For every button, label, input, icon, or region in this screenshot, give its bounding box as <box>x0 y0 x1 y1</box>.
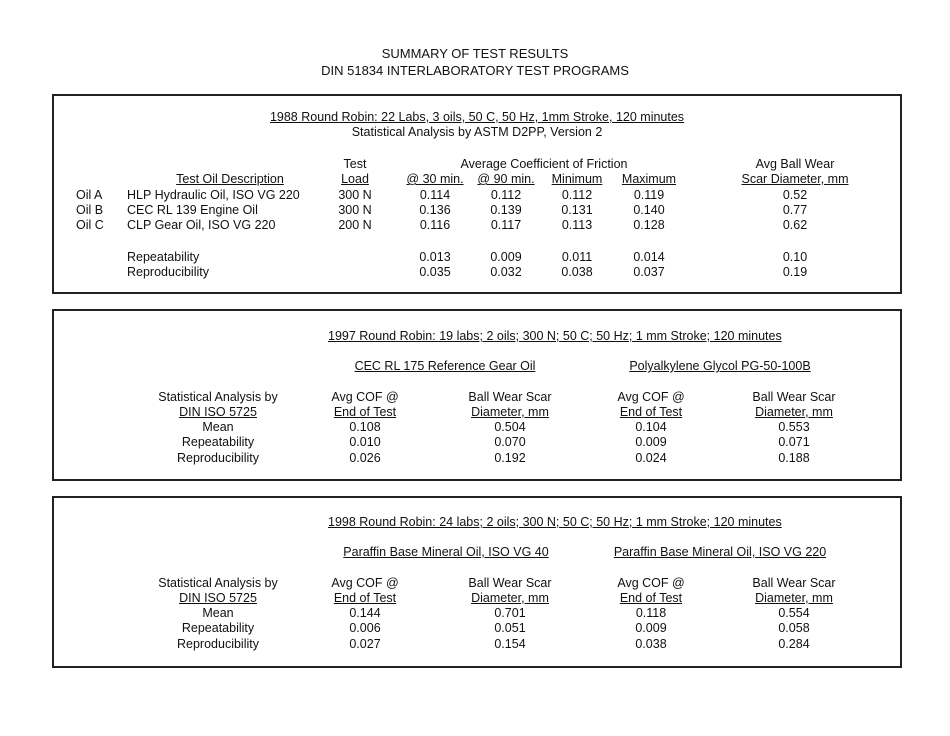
page-subtitle: DIN 51834 INTERLABORATORY TEST PROGRAMS <box>321 63 629 78</box>
load: 200 N <box>338 218 372 232</box>
oil-desc: CEC RL 139 Engine Oil <box>127 203 258 217</box>
scar: 0.62 <box>782 218 808 232</box>
col-minimum: Minimum <box>551 172 603 186</box>
cof-30: 0.136 <box>419 203 451 217</box>
page-title: SUMMARY OF TEST RESULTS <box>381 46 569 61</box>
stat-label: Repeatability <box>181 435 255 449</box>
scar: 0.77 <box>782 203 808 217</box>
cof-90: 0.117 <box>490 218 522 232</box>
section-1998-title: 1998 Round Robin: 24 labs; 2 oils; 300 N; 50 C; 50 Hz; 1 mm Stroke; 120 minutes <box>328 515 782 529</box>
cof-90: 0.112 <box>490 188 522 202</box>
cof-30: 0.116 <box>419 218 451 232</box>
stat-analysis-method: DIN ISO 5725 <box>179 405 257 419</box>
oil1-bws: 0.070 <box>494 435 526 449</box>
col-diameter: Diameter, mm <box>471 405 549 419</box>
stat-label: Reproducibility <box>127 265 209 279</box>
col-ball-wear-scar: Ball Wear Scar <box>752 576 836 590</box>
cof-min: 0.112 <box>561 188 593 202</box>
oil2-bws: 0.284 <box>778 637 810 651</box>
stat-label: Mean <box>202 606 234 620</box>
stat-label: Mean <box>202 420 234 434</box>
col-ball-wear-scar: Ball Wear Scar <box>752 390 836 404</box>
oil-id: Oil A <box>76 188 103 202</box>
oil2-bws: 0.071 <box>778 435 810 449</box>
stat-label: Repeatability <box>127 250 200 264</box>
oil1-bws: 0.701 <box>494 606 526 620</box>
oil2-bws: 0.553 <box>778 420 810 434</box>
load: 300 N <box>338 188 372 202</box>
oil1-bws: 0.192 <box>494 451 526 465</box>
oil1-cof: 0.144 <box>349 606 381 620</box>
col-30min: @ 30 min. <box>406 172 464 186</box>
col-ball-wear-scar: Ball Wear Scar <box>468 390 552 404</box>
oil-id: Oil C <box>76 218 104 232</box>
col-load: Load <box>341 172 369 186</box>
col-scar-diameter: Scar Diameter, mm <box>741 172 849 186</box>
oil2-bws: 0.554 <box>778 606 810 620</box>
cof-min: 0.038 <box>561 265 593 279</box>
cof-min: 0.113 <box>561 218 593 232</box>
col-end-of-test: End of Test <box>333 405 397 419</box>
col-avg-cof: Avg COF @ <box>617 390 685 404</box>
oil1-name: CEC RL 175 Reference Gear Oil <box>354 359 536 373</box>
oil1-bws: 0.051 <box>494 621 526 635</box>
cof-max: 0.128 <box>633 218 665 232</box>
oil2-cof: 0.118 <box>635 606 667 620</box>
stat-analysis-label: Statistical Analysis by <box>158 576 278 590</box>
col-diameter: Diameter, mm <box>755 405 833 419</box>
load: 300 N <box>338 203 372 217</box>
cof-30: 0.114 <box>419 188 451 202</box>
oil1-name: Paraffin Base Mineral Oil, ISO VG 40 <box>343 545 549 559</box>
cof-min: 0.131 <box>561 203 593 217</box>
stat-label: Reproducibility <box>177 451 259 465</box>
col-90min: @ 90 min. <box>477 172 535 186</box>
oil1-cof: 0.006 <box>349 621 381 635</box>
oil2-cof: 0.009 <box>635 435 667 449</box>
oil1-bws: 0.154 <box>494 637 526 651</box>
cof-max: 0.119 <box>633 188 665 202</box>
col-test: Test <box>343 157 367 171</box>
cof-90: 0.139 <box>490 203 522 217</box>
col-ball-wear-scar: Ball Wear Scar <box>468 576 552 590</box>
oil1-cof: 0.010 <box>349 435 381 449</box>
cof-90: 0.009 <box>490 250 522 264</box>
col-avg-cof: Avg COF @ <box>331 390 399 404</box>
oil1-cof: 0.026 <box>349 451 381 465</box>
oil1-bws: 0.504 <box>494 420 526 434</box>
oil-desc: CLP Gear Oil, ISO VG 220 <box>127 218 276 232</box>
cof-max: 0.037 <box>633 265 665 279</box>
section-1988-subtitle: Statistical Analysis by ASTM D2PP, Version 2 <box>351 125 603 139</box>
cof-30: 0.013 <box>419 250 451 264</box>
oil2-cof: 0.104 <box>635 420 667 434</box>
col-avg-ball-wear: Avg Ball Wear <box>755 157 835 171</box>
stat-label: Reproducibility <box>177 637 259 651</box>
oil-desc: HLP Hydraulic Oil, ISO VG 220 <box>127 188 300 202</box>
oil2-bws: 0.188 <box>778 451 810 465</box>
col-end-of-test: End of Test <box>333 591 397 605</box>
section-1997-title: 1997 Round Robin: 19 labs; 2 oils; 300 N; 50 C; 50 Hz; 1 mm Stroke; 120 minutes <box>328 329 782 343</box>
col-avg-cof: Average Coefficient of Friction <box>460 157 628 171</box>
col-test-oil: Test Oil Description <box>176 172 284 186</box>
cof-90: 0.032 <box>490 265 522 279</box>
section-1988-title: 1988 Round Robin: 22 Labs, 3 oils, 50 C, 50 Hz, 1mm Stroke, 120 minutes <box>269 110 685 124</box>
col-end-of-test: End of Test <box>619 405 683 419</box>
oil2-cof: 0.024 <box>635 451 667 465</box>
col-end-of-test: End of Test <box>619 591 683 605</box>
stat-analysis-label: Statistical Analysis by <box>158 390 278 404</box>
col-diameter: Diameter, mm <box>755 591 833 605</box>
col-avg-cof: Avg COF @ <box>331 576 399 590</box>
stat-label: Repeatability <box>181 621 255 635</box>
oil-id: Oil B <box>76 203 104 217</box>
oil1-cof: 0.027 <box>349 637 381 651</box>
cof-30: 0.035 <box>419 265 451 279</box>
scar: 0.10 <box>782 250 808 264</box>
oil1-cof: 0.108 <box>349 420 381 434</box>
oil2-name: Paraffin Base Mineral Oil, ISO VG 220 <box>613 545 827 559</box>
cof-max: 0.014 <box>633 250 665 264</box>
oil2-cof: 0.009 <box>635 621 667 635</box>
col-maximum: Maximum <box>621 172 677 186</box>
stat-analysis-method: DIN ISO 5725 <box>179 591 257 605</box>
scar: 0.52 <box>782 188 808 202</box>
scar: 0.19 <box>782 265 808 279</box>
cof-max: 0.140 <box>633 203 665 217</box>
oil2-cof: 0.038 <box>635 637 667 651</box>
cof-min: 0.011 <box>561 250 593 264</box>
oil2-bws: 0.058 <box>778 621 810 635</box>
col-diameter: Diameter, mm <box>471 591 549 605</box>
oil2-name: Polyalkylene Glycol PG-50-100B <box>629 359 811 373</box>
col-avg-cof: Avg COF @ <box>617 576 685 590</box>
